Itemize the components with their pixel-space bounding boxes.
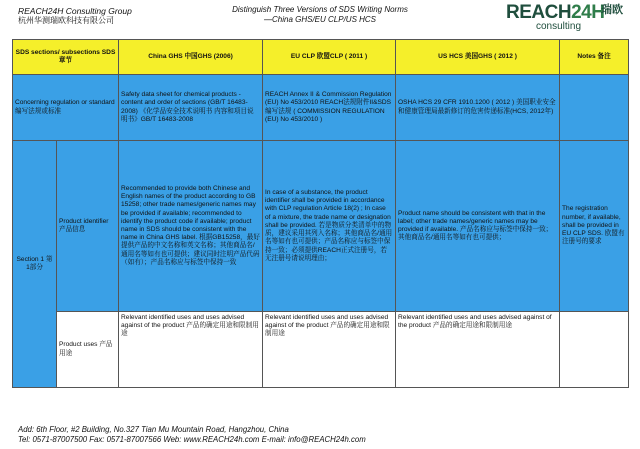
row-label-uses: Product uses 产品用途	[57, 312, 119, 388]
cell-uses-eu: Relevant identified uses and uses advised against of the product 产品的确定用途和限制用途	[263, 312, 396, 388]
footer-contact: Tel: 0571-87007500 Fax: 0571-87007566 Web: www.REACH24h.com E-mail: info@REACH24h.com	[18, 435, 366, 444]
logo-text-reach: REACH	[506, 2, 572, 23]
reach24h-logo	[506, 2, 626, 32]
cell-regulation-eu: REACH Annex II & Commission Regulation (EU) No 453/2010 REACH法规附件II&SDS编写法规 ( COMMISSION REGULATION (EU) No 453/2010 )	[263, 75, 396, 141]
header-china-ghs: China GHS 中国GHS (2006)	[119, 40, 263, 75]
row-label-regulation: Concerning regulation or standard 编写法规或标准	[13, 75, 119, 141]
footer-address: Add: 6th Floor, #2 Building, No.327 Tian Mu Mountain Road, Hangzhou, China	[18, 425, 289, 434]
cell-uses-notes	[560, 312, 629, 388]
header-us-hcs: US HCS 美国GHS ( 2012 )	[396, 40, 560, 75]
title-line-2: —China GHS/EU CLP/US HCS	[263, 15, 377, 24]
document-title	[220, 5, 420, 25]
cell-identifier-notes: The registration number, if available, shall be provided in EU CLP SDS. 欧盟有注册号的要求	[560, 141, 629, 312]
cell-regulation-notes	[560, 75, 629, 141]
logo-subtext: consulting	[536, 21, 582, 32]
table-header-row	[13, 40, 629, 75]
company-header	[18, 6, 132, 26]
cell-uses-china: Relevant identified uses and uses advised against of the product 产品的确定用途和限制用途	[119, 312, 263, 388]
cell-identifier-us: Product name should be consistent with that in the label; other trade names/generic names may be provided if available. 产品名称应与标签中保持一致；其他商品名/通用名等如有也可提供；	[396, 141, 560, 312]
cell-identifier-eu: In case of a substance, the product identifier shall be provided in accordance with CLP regulation Article 18(2) ; In case of a mixture, the trade name or designation shall be provided. 若是物质分类清单中的物质，建议采用其列入名称；其他商品名/通用名等如有也可提供；产品名称应与标签中保持一致；必须提供REACH正式注册号，若无注册号请说明理由；	[263, 141, 396, 312]
section-1-label: Section 1 第1部分	[13, 141, 57, 388]
header-notes: Notes 备注	[560, 40, 629, 75]
page-footer	[18, 425, 366, 445]
table-row	[13, 141, 629, 312]
company-name-en: REACH24H Consulting Group	[18, 6, 132, 16]
company-name-cn: 杭州华测瑞欧科技有限公司	[18, 16, 114, 25]
cell-regulation-us: OSHA HCS 29 CFR 1910.1200 ( 2012 ) 美国职业安全和健康管理局最新修订的危害传递标准(HCS, 2012年)	[396, 75, 560, 141]
cell-regulation-china: Safety data sheet for chemical products - content and order of sections (GB/T 16483-2008) 《化学品安全技术说明书 内容和项目说明书》GB/T 16483-2008	[119, 75, 263, 141]
logo-text-24h: 24H	[571, 2, 605, 23]
header-sds-sections: SDS sections/ subsections SDS章节	[13, 40, 119, 75]
title-line-1: Distinguish Three Versions of SDS Writing Norms	[232, 5, 408, 14]
table-row	[13, 75, 629, 141]
cell-identifier-china: Recommended to provide both Chinese and English names of the product according to GB 15258; other trade names/generic names may be provided if available; recommended to identify the product code if available; product name in SDS should be consistent with the name in China GHS label. 根据GB15258，最好提供产品的中文名称和英文名称；其他商品名/通用名等如有也可提供；建议同时注明产品代码（如有）；产品名称应与标签中保持一致	[119, 141, 263, 312]
logo-seal: 瑞欧	[601, 4, 623, 16]
cell-uses-us: Relevant identified uses and uses advised against of the product 产品的确定用途和限制用途	[396, 312, 560, 388]
row-label-identifier: Product identifier 产品信息	[57, 141, 119, 312]
table-row	[13, 312, 629, 388]
sds-comparison-table	[12, 39, 629, 388]
header-eu-clp: EU CLP 欧盟CLP ( 2011 )	[263, 40, 396, 75]
